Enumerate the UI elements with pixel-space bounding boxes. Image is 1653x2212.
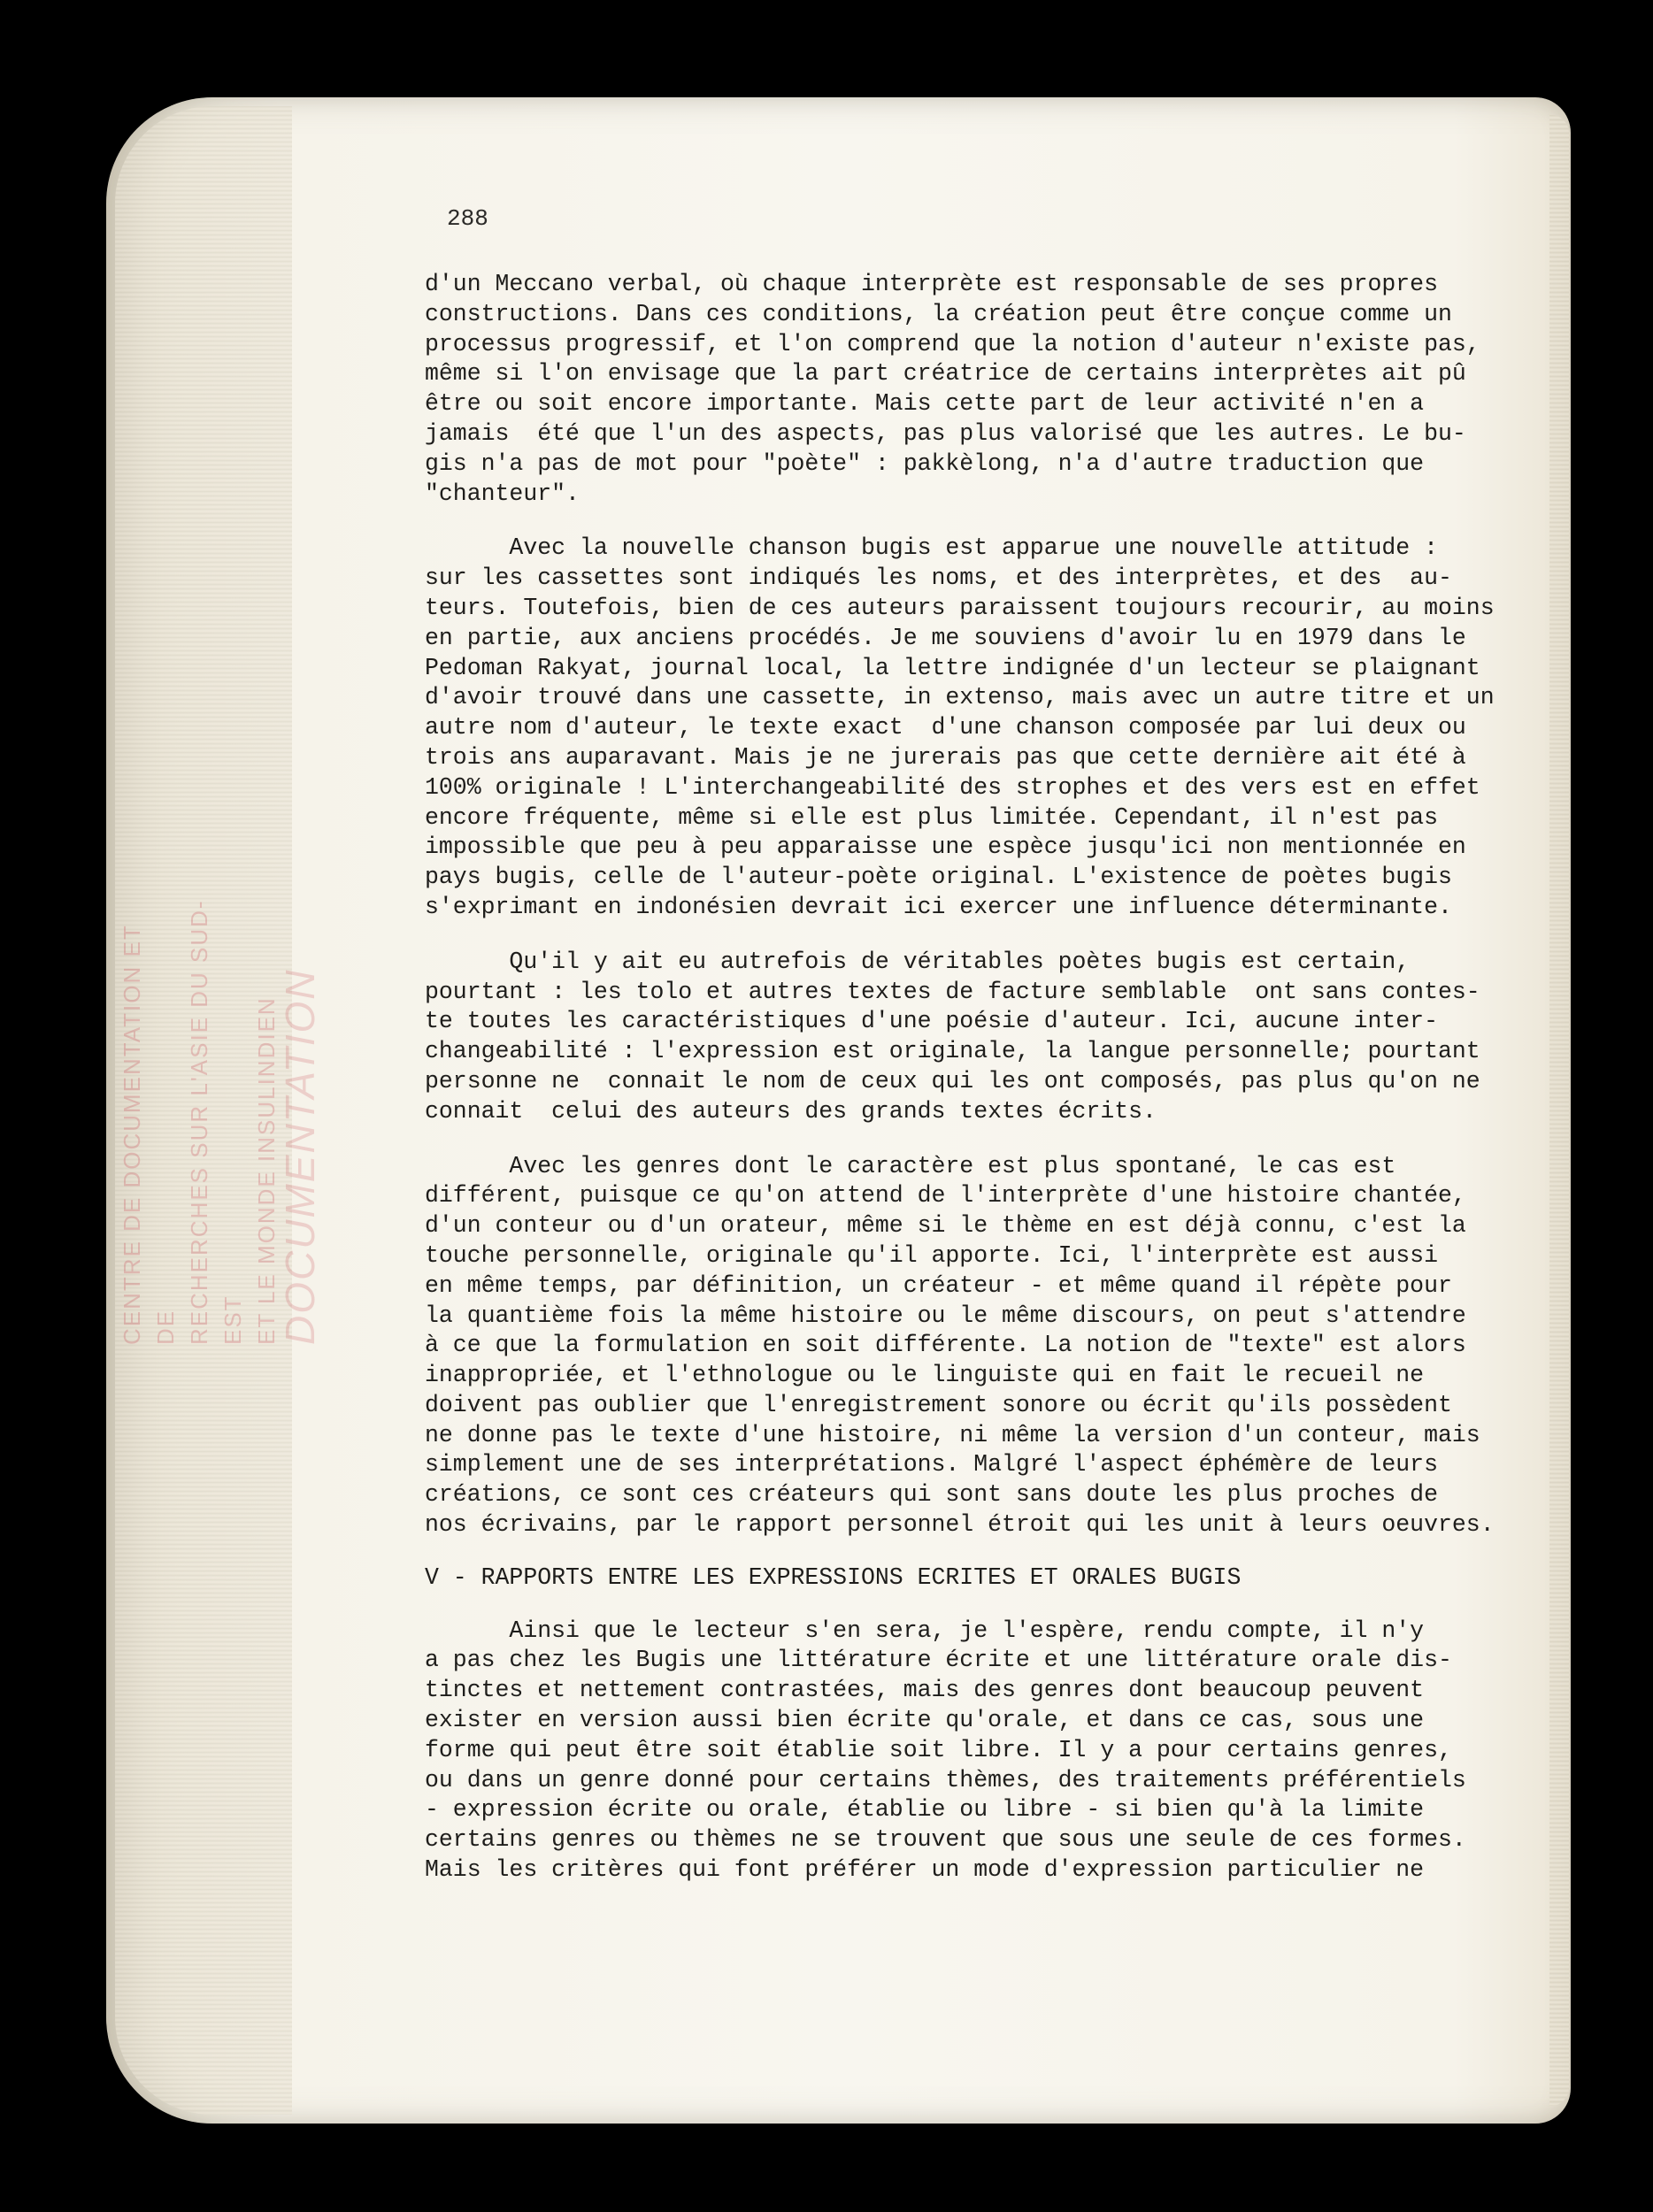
text-line: exister en version aussi bien écrite qu'orale, et dans ce cas, sous une <box>425 1707 1425 1734</box>
paragraph <box>425 270 1500 509</box>
paragraph <box>425 1152 1500 1540</box>
text-line: a pas chez les Bugis une littérature écrite et une littérature orale dis- <box>425 1647 1452 1674</box>
text-line: Pedoman Rakyat, journal local, la lettre indignée d'un lecteur se plaignant <box>425 654 1480 681</box>
text-line: ou dans un genre donné pour certains thèmes, des traitements préférentiels <box>425 1766 1466 1793</box>
stamp-line: CENTRE DE DOCUMENTATION ET DE <box>119 924 179 1345</box>
section-heading: V - RAPPORTS ENTRE LES EXPRESSIONS ECRITES ET ORALES BUGIS <box>425 1563 1242 1591</box>
final-paragraph <box>425 1617 1500 1886</box>
text-line: Ainsi que le lecteur s'en sera, je l'espère, rendu compte, il n'y <box>425 1617 1425 1644</box>
text-line: personne ne connait le nom de ceux qui les ont composés, pas plus qu'on ne <box>425 1067 1480 1094</box>
text-line: d'avoir trouvé dans une cassette, in extenso, mais avec un autre titre et un <box>425 684 1495 711</box>
text-line: changeabilité : l'expression est originale, la langue personnelle; pourtant <box>425 1038 1480 1065</box>
text-line: la quantième fois la même histoire ou le même discours, on peut s'attendre <box>425 1302 1466 1329</box>
page-number: 288 <box>447 205 488 232</box>
text-line: certains genres ou thèmes ne se trouvent que sous une seule de ces formes. <box>425 1826 1466 1854</box>
text-line: même si l'on envisage que la part créatrice de certains interprètes ait pû <box>425 360 1466 388</box>
text-line: nos écrivains, par le rapport personnel étroit qui les unit à leurs oeuvres. <box>425 1511 1495 1539</box>
text-line: pourtant : les tolo et autres textes de facture semblable ont sans contes- <box>425 978 1480 1005</box>
text-line: 100% originale ! L'interchangeabilité des strophes et des vers est en effet <box>425 773 1480 801</box>
text-line: constructions. Dans ces conditions, la création peut être conçue comme un <box>425 300 1452 327</box>
text-line: trois ans auparavant. Mais je ne jurerais pas que cette dernière ait été à <box>425 743 1466 771</box>
text-line: te toutes les caractéristiques d'une poésie d'auteur. Ici, aucune inter- <box>425 1008 1438 1035</box>
bleed-through-stamp <box>115 885 323 1345</box>
stamp-line: ET LE MONDE INSULINDIEN <box>253 996 280 1345</box>
text-line: Qu'il y ait eu autrefois de véritables poètes bugis est certain, <box>425 948 1411 975</box>
text-line: Avec les genres dont le caractère est plus spontané, le cas est <box>425 1152 1396 1179</box>
text-line: créations, ce sont ces créateurs qui sont sans doute les plus proches de <box>425 1481 1438 1509</box>
text-line: impossible que peu à peu apparaisse une espèce jusqu'ici non mentionnée en <box>425 833 1466 861</box>
text-line: à ce que la formulation en soit différente. La notion de "texte" est alors <box>425 1332 1466 1359</box>
text-line: gis n'a pas de mot pour "poète" : pakkèlong, n'a d'autre traduction que <box>425 449 1425 477</box>
paragraphs <box>425 270 1500 1540</box>
paragraph <box>425 534 1500 922</box>
text-line: jamais été que l'un des aspects, pas plus valorisé que les autres. Le bu- <box>425 419 1466 447</box>
text-line: doivent pas oublier que l'enregistrement sonore ou écrit qu'ils possèdent <box>425 1391 1452 1418</box>
text-line: tinctes et nettement contrastées, mais des genres dont beaucoup peuvent <box>425 1677 1425 1704</box>
stamp-line: RECHERCHES SUR L'ASIE DU SUD-EST <box>186 899 246 1345</box>
text-line: touche personnelle, originale qu'il apporte. Ici, l'interprète est aussi <box>425 1241 1438 1269</box>
text-line: ne donne pas le texte d'une histoire, ni même la version d'un conteur, mais <box>425 1421 1480 1448</box>
text-line: simplement une de ses interprétations. Malgré l'aspect éphémère de leurs <box>425 1451 1438 1479</box>
text-line: forme qui peut être soit établie soit libre. Il y a pour certains genres, <box>425 1736 1452 1763</box>
text-line: sur les cassettes sont indiqués les noms, et des interprètes, et des au- <box>425 565 1452 592</box>
page-edges-right <box>1549 115 1569 2106</box>
text-line: autre nom d'auteur, le texte exact d'une chanson composée par lui deux ou <box>425 714 1466 741</box>
stamp-big-text: DOCUMENTATION <box>277 968 323 1345</box>
text-line: processus progressif, et l'on comprend que la notion d'auteur n'existe pas, <box>425 330 1480 357</box>
text-line: d'un Meccano verbal, où chaque interprète est responsable de ses propres <box>425 271 1438 297</box>
paragraph <box>425 948 1500 1127</box>
body-text <box>425 270 1500 1886</box>
text-line: différent, puisque ce qu'on attend de l'interprète d'une histoire chantée, <box>425 1182 1466 1210</box>
text-line: Mais les critères qui font préférer un mode d'expression particulier ne <box>425 1856 1425 1884</box>
text-line: teurs. Toutefois, bien de ces auteurs paraissent toujours recourir, au moins <box>425 594 1495 621</box>
text-line: en même temps, par définition, un créateur - et même quand il répète pour <box>425 1271 1452 1299</box>
text-line: s'exprimant en indonésien devrait ici exercer une influence déterminante. <box>425 893 1452 920</box>
text-line: pays bugis, celle de l'auteur-poète original. L'existence de poètes bugis <box>425 864 1452 891</box>
text-line: "chanteur". <box>425 480 580 507</box>
text-line: en partie, aux anciens procédés. Je me souviens d'avoir lu en 1979 dans le <box>425 624 1466 651</box>
text-line: connait celui des auteurs des grands textes écrits. <box>425 1097 1157 1125</box>
text-line: être ou soit encore importante. Mais cette part de leur activité n'en a <box>425 390 1425 418</box>
text-line: inappropriée, et l'ethnologue ou le linguiste qui en fait le recueil ne <box>425 1362 1425 1389</box>
text-line: encore fréquente, même si elle est plus limitée. Cependant, il n'est pas <box>425 803 1438 831</box>
text-line: d'un conteur ou d'un orateur, même si le thème en est déjà connu, c'est la <box>425 1212 1466 1240</box>
text-line: Avec la nouvelle chanson bugis est apparue une nouvelle attitude : <box>425 534 1438 562</box>
text-line: - expression écrite ou orale, établie ou libre - si bien qu'à la limite <box>425 1796 1425 1824</box>
